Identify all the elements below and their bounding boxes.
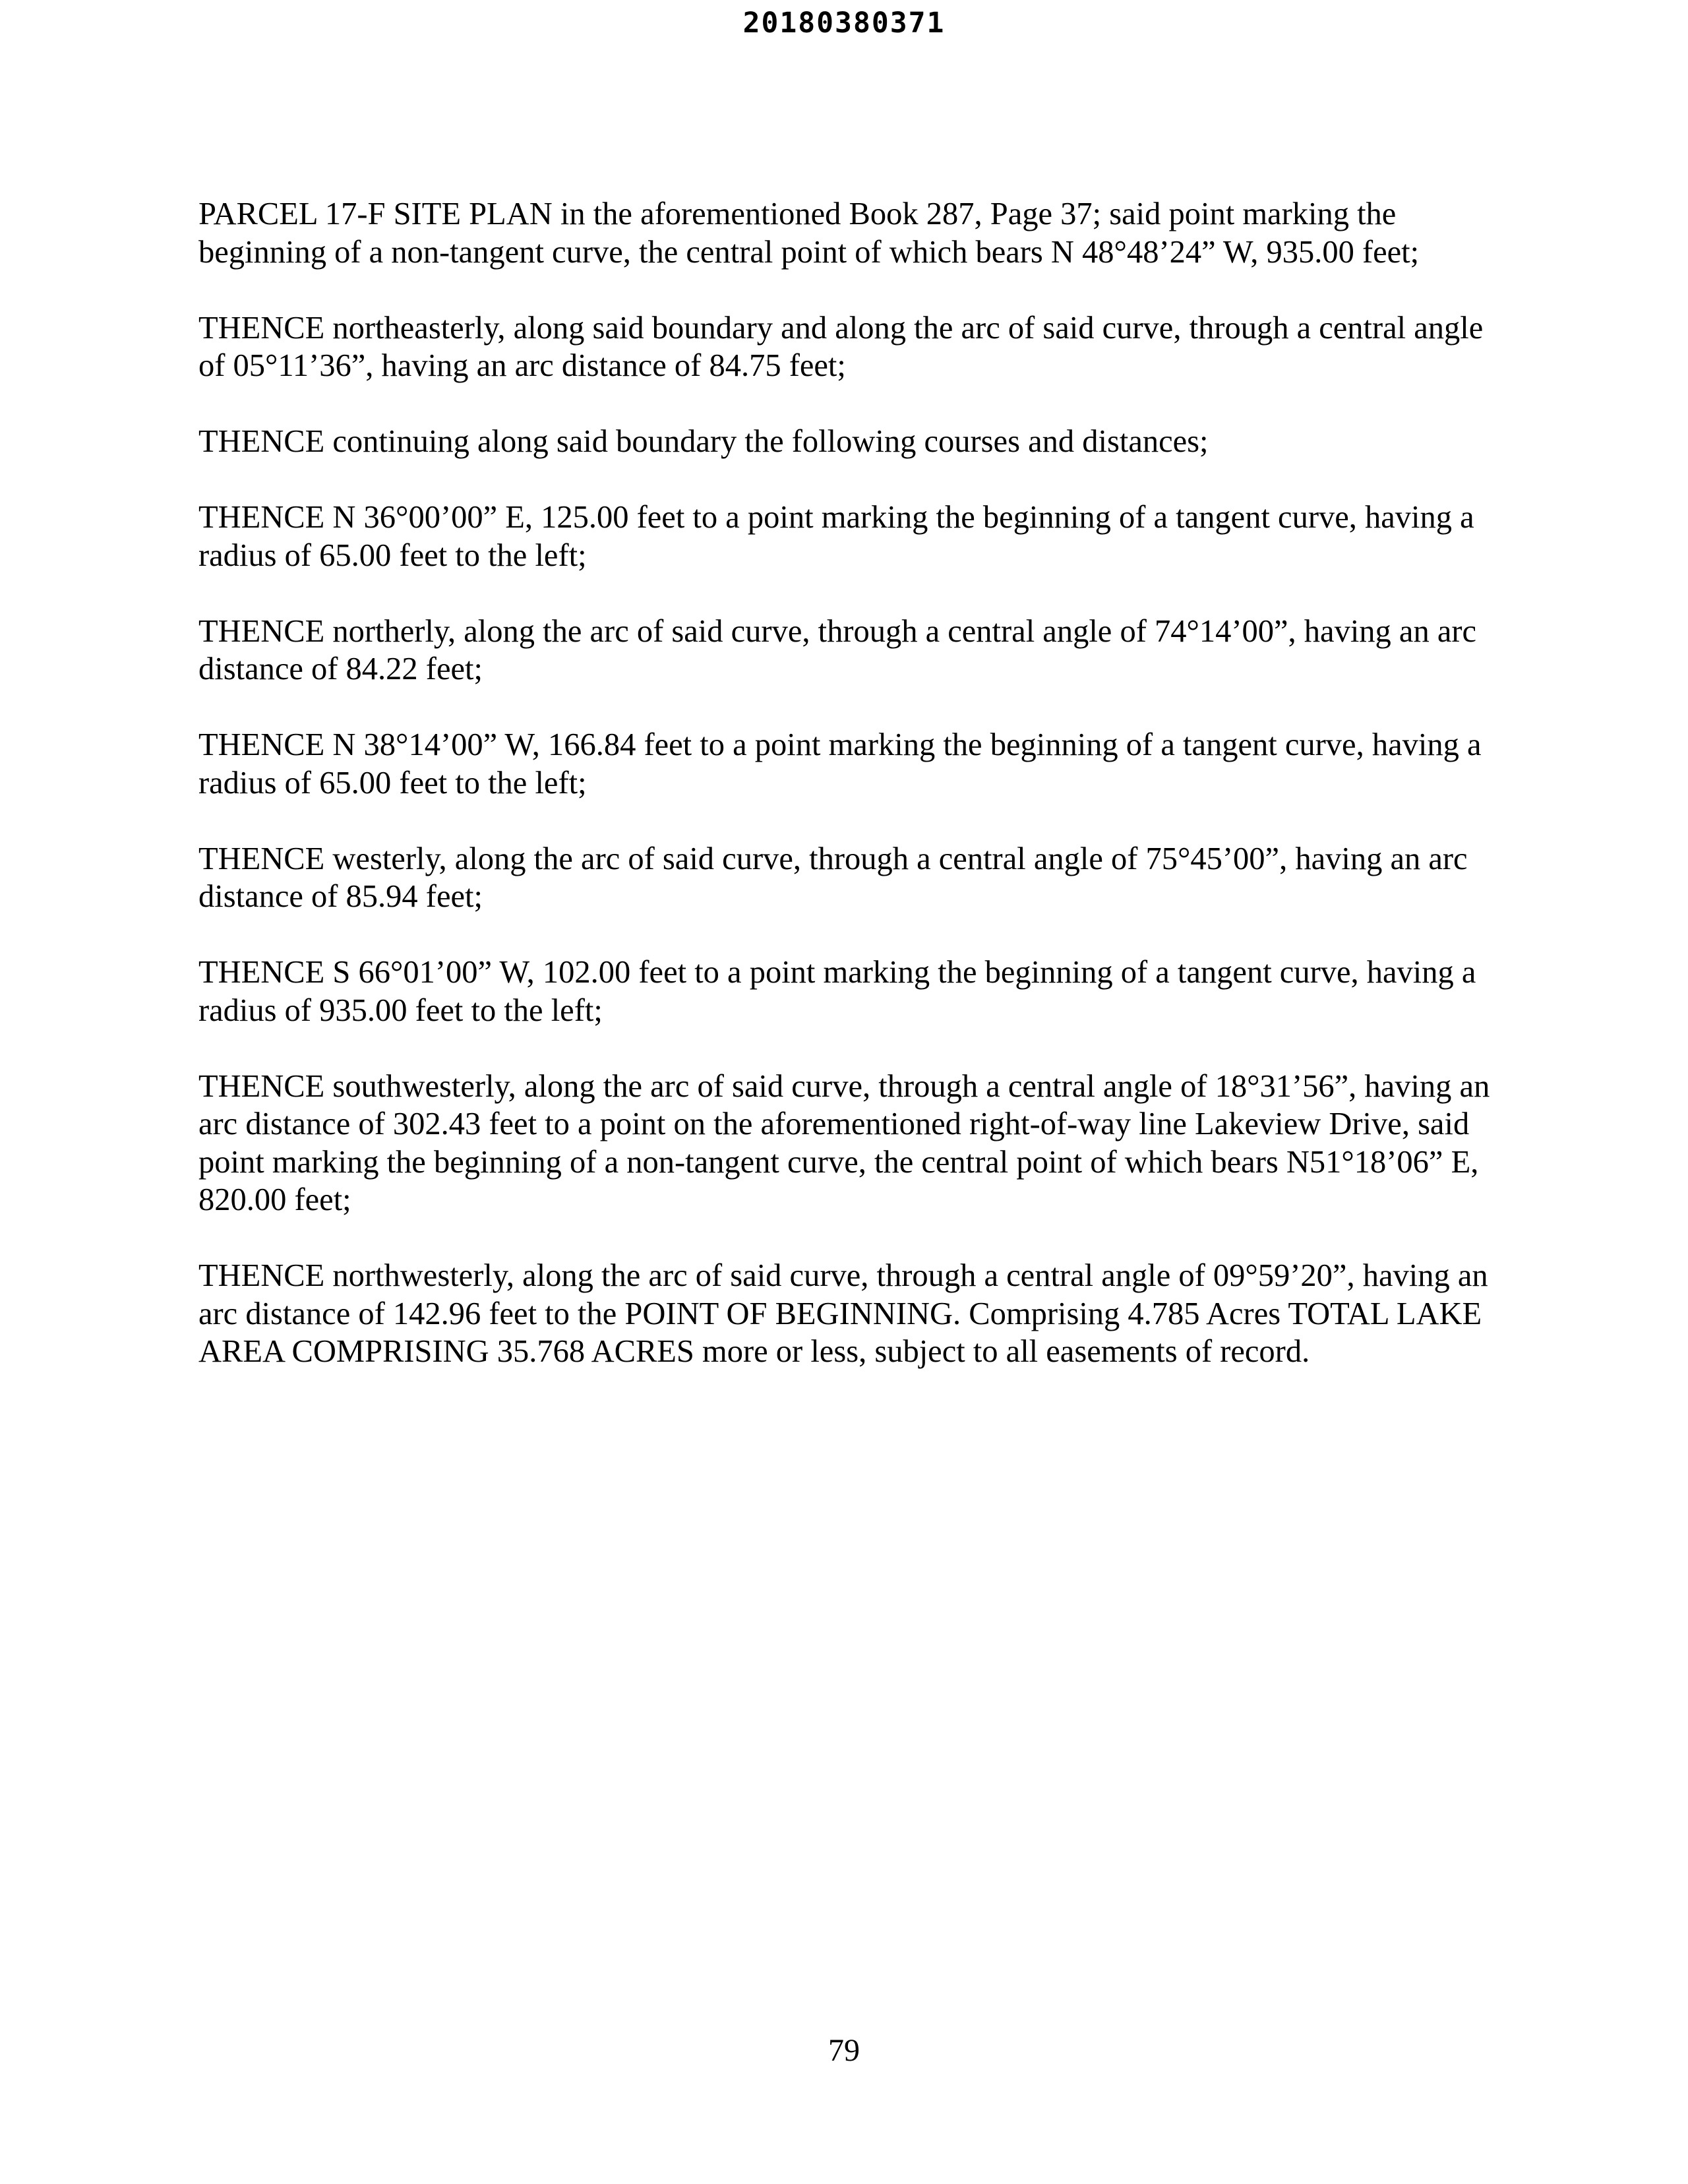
paragraph-s66-course: THENCE S 66°01’00” W, 102.00 feet to a point marking the beginning of a tangent curve, having a radius of 935.00 feet to the left; — [198, 955, 1476, 1028]
paragraph-southwesterly-arc: THENCE southwesterly, along the arc of said curve, through a central angle of 18°31’56”, having an arc distance of 302.43 feet to a point on the aforementioned right-of-way line Lakeview Drive, said point marking the beginning of a non-tangent curve, the central point of which bears N51°18’06” E, 820.00 feet; — [198, 1068, 1490, 1217]
legal-description — [198, 195, 1517, 1409]
page-number: 79 — [828, 2033, 860, 2068]
paragraph-n38-course: THENCE N 38°14’00” W, 166.84 feet to a point marking the beginning of a tangent curve, having a radius of 65.00 feet to the left; — [198, 727, 1482, 801]
paragraph-northwesterly-arc-closing: THENCE northwesterly, along the arc of said curve, through a central angle of 09°59’20”, having an arc distance of 142.96 feet to the POINT OF BEGINNING. Comprising 4.785 Acres TOTAL LAKE AREA COMPRISING 35.768 ACRES more or less, subject to all easements of record. — [198, 1258, 1488, 1369]
document-number: 20180380371 — [742, 7, 946, 40]
paragraph-northerly-arc: THENCE northerly, along the arc of said curve, through a central angle of 74°14’00”, having an arc distance of 84.22 feet; — [198, 613, 1477, 686]
paragraph-n36-course: THENCE N 36°00’00” E, 125.00 feet to a point marking the beginning of a tangent curve, having a radius of 65.00 feet to the left; — [198, 500, 1474, 573]
paragraph-parcel-site-plan: PARCEL 17-F SITE PLAN in the aforementioned Book 287, Page 37; said point marking the beginning of a non-tangent curve, the central point of which bears N 48°48’24” W, 935.00 feet; — [198, 197, 1420, 270]
paragraph-courses-and-distances: THENCE continuing along said boundary the following courses and distances; — [198, 424, 1209, 459]
paragraph-northeasterly-arc: THENCE northeasterly, along said boundary and along the arc of said curve, through a central angle of 05°11’36”, having an arc distance of 84.75 feet; — [198, 310, 1484, 383]
paragraph-westerly-arc: THENCE westerly, along the arc of said curve, through a central angle of 75°45’00”, having an arc distance of 85.94 feet; — [198, 841, 1468, 914]
